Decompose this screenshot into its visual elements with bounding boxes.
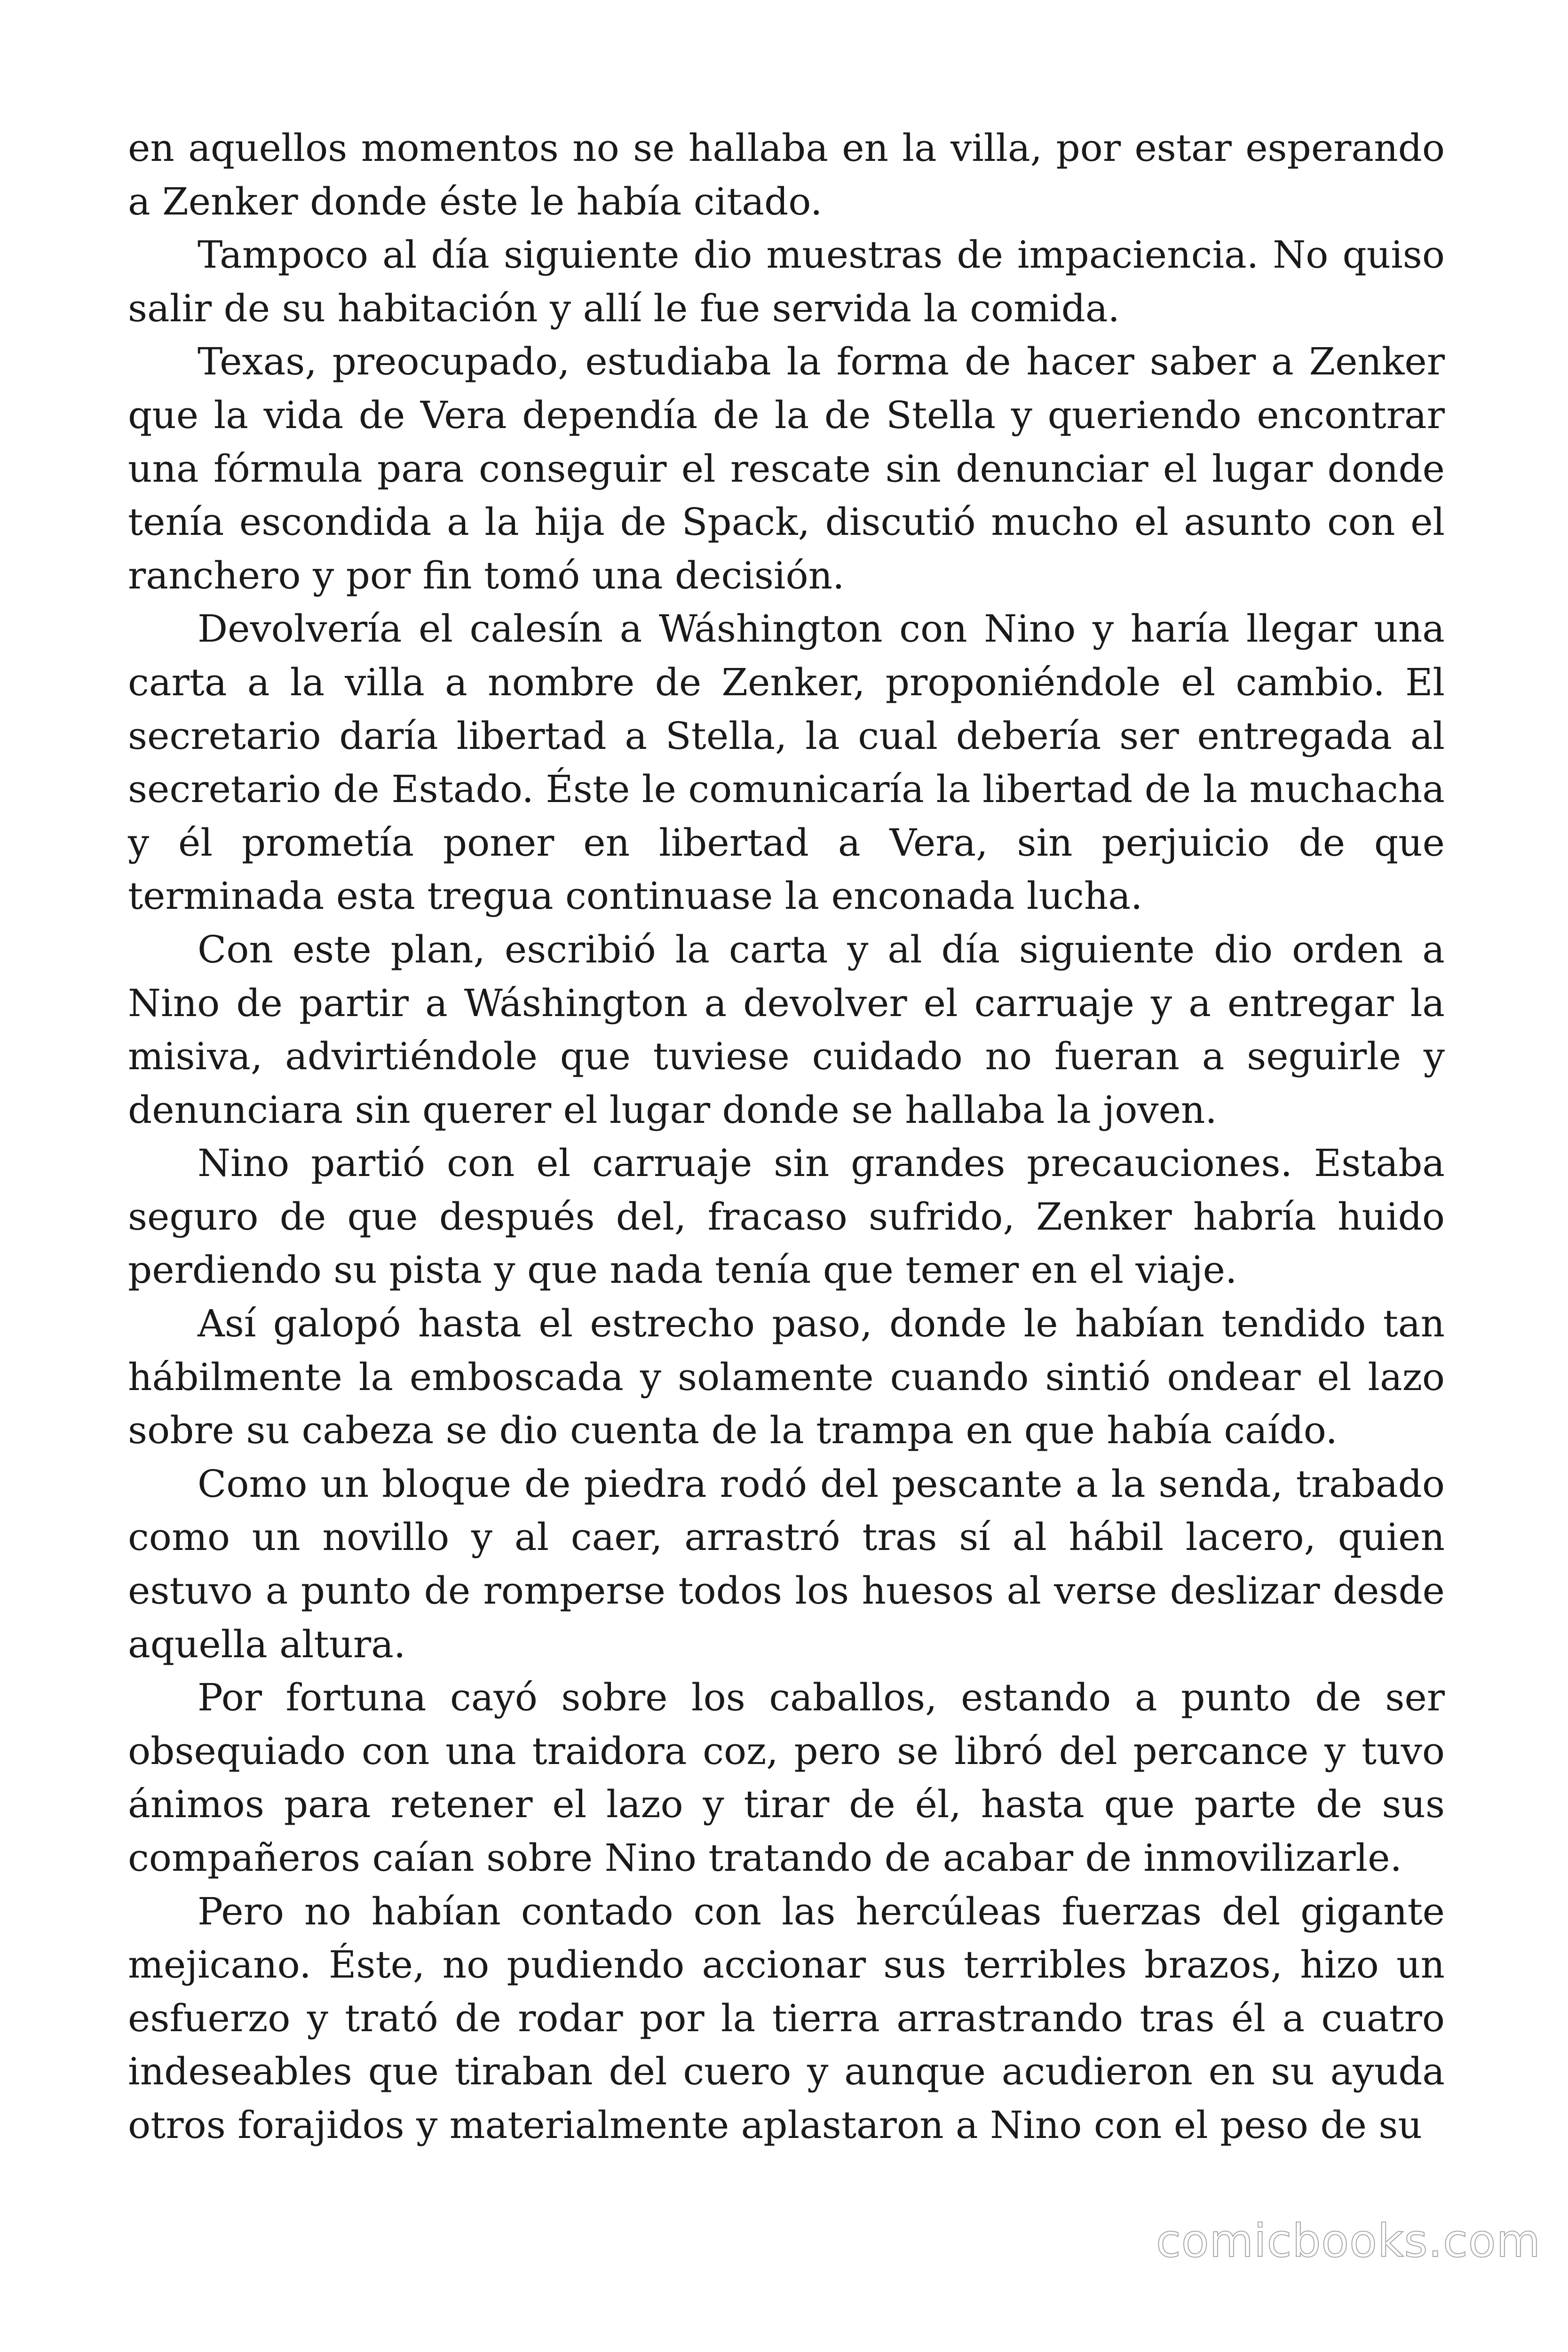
page-body [128, 121, 1445, 2152]
paragraph: Con este plan, escribió la carta y al día siguiente dio orden a Nino de partir a Wáshington a devolver el carruaje y a entregar la misiva, advirtiéndole que tuviese cuidado no fueran a seguirle y denunciara sin querer el lugar donde se hallaba la joven. [128, 927, 1445, 1132]
paragraph: Devolvería el calesín a Wáshington con Nino y haría llegar una carta a la villa a nombre de Zenker, proponiéndole el cambio. El secretario daría libertad a Stella, la cual debería ser entregada al secretario de Estado. Éste le comunicaría la libertad de la muchacha y él prometía poner en libertad a Vera, sin perjuicio de que terminada esta tregua continuase la enconada lucha. [128, 607, 1445, 918]
paragraph: Así galopó hasta el estrecho paso, donde le habían tendido tan hábilmente la emboscada y solamente cuando sintió ondear el lazo sobre su cabeza se dio cuenta de la trampa en que había caído. [128, 1302, 1445, 1453]
paragraph: Texas, preocupado, estudiaba la forma de hacer saber a Zenker que la vida de Vera dependía de la de Stella y queriendo encontrar una fórmula para conseguir el rescate sin denunciar el lugar donde tenía escondida a la hija de Spack, discutió mucho el asunto con el ranchero y por fin tomó una decisión. [128, 340, 1445, 597]
paragraph: Nino partió con el carruaje sin grandes precauciones. Estaba seguro de que después del, fracaso sufrido, Zenker habría huido perdiendo su pista y que nada tenía que temer en el viaje. [128, 1141, 1445, 1292]
paragraph: Pero no habían contado con las hercúleas fuerzas del gigante mejicano. Éste, no pudiendo accionar sus terribles brazos, hizo un esfuerzo y trató de rodar por la tierra arrastrando tras él a cuatro indeseables que tiraban del cuero y aunque acudieron en su ayuda otros forajidos y materialmente aplastaron a Nino con el peso de su [128, 1889, 1445, 2147]
paragraph: Tampoco al día siguiente dio muestras de impaciencia. No quiso salir de su habitación y allí le fue servida la comida. [128, 233, 1445, 330]
watermark: comicbooks.com [1156, 2215, 1541, 2267]
paragraph: en aquellos momentos no se hallaba en la villa, por estar esperando a Zenker donde éste le había citado. [128, 126, 1445, 223]
paragraph: Por fortuna cayó sobre los caballos, estando a punto de ser obsequiado con una traidora coz, pero se libró del percance y tuvo ánimos para retener el lazo y tirar de él, hasta que parte de sus compañeros caían sobre Nino tratando de acabar de inmovilizarle. [128, 1676, 1445, 1880]
paragraph: Como un bloque de piedra rodó del pescante a la senda, trabado como un novillo y al caer, arrastró tras sí al hábil lacero, quien estuvo a punto de romperse todos los huesos al verse deslizar desde aquella altura. [128, 1462, 1445, 1666]
